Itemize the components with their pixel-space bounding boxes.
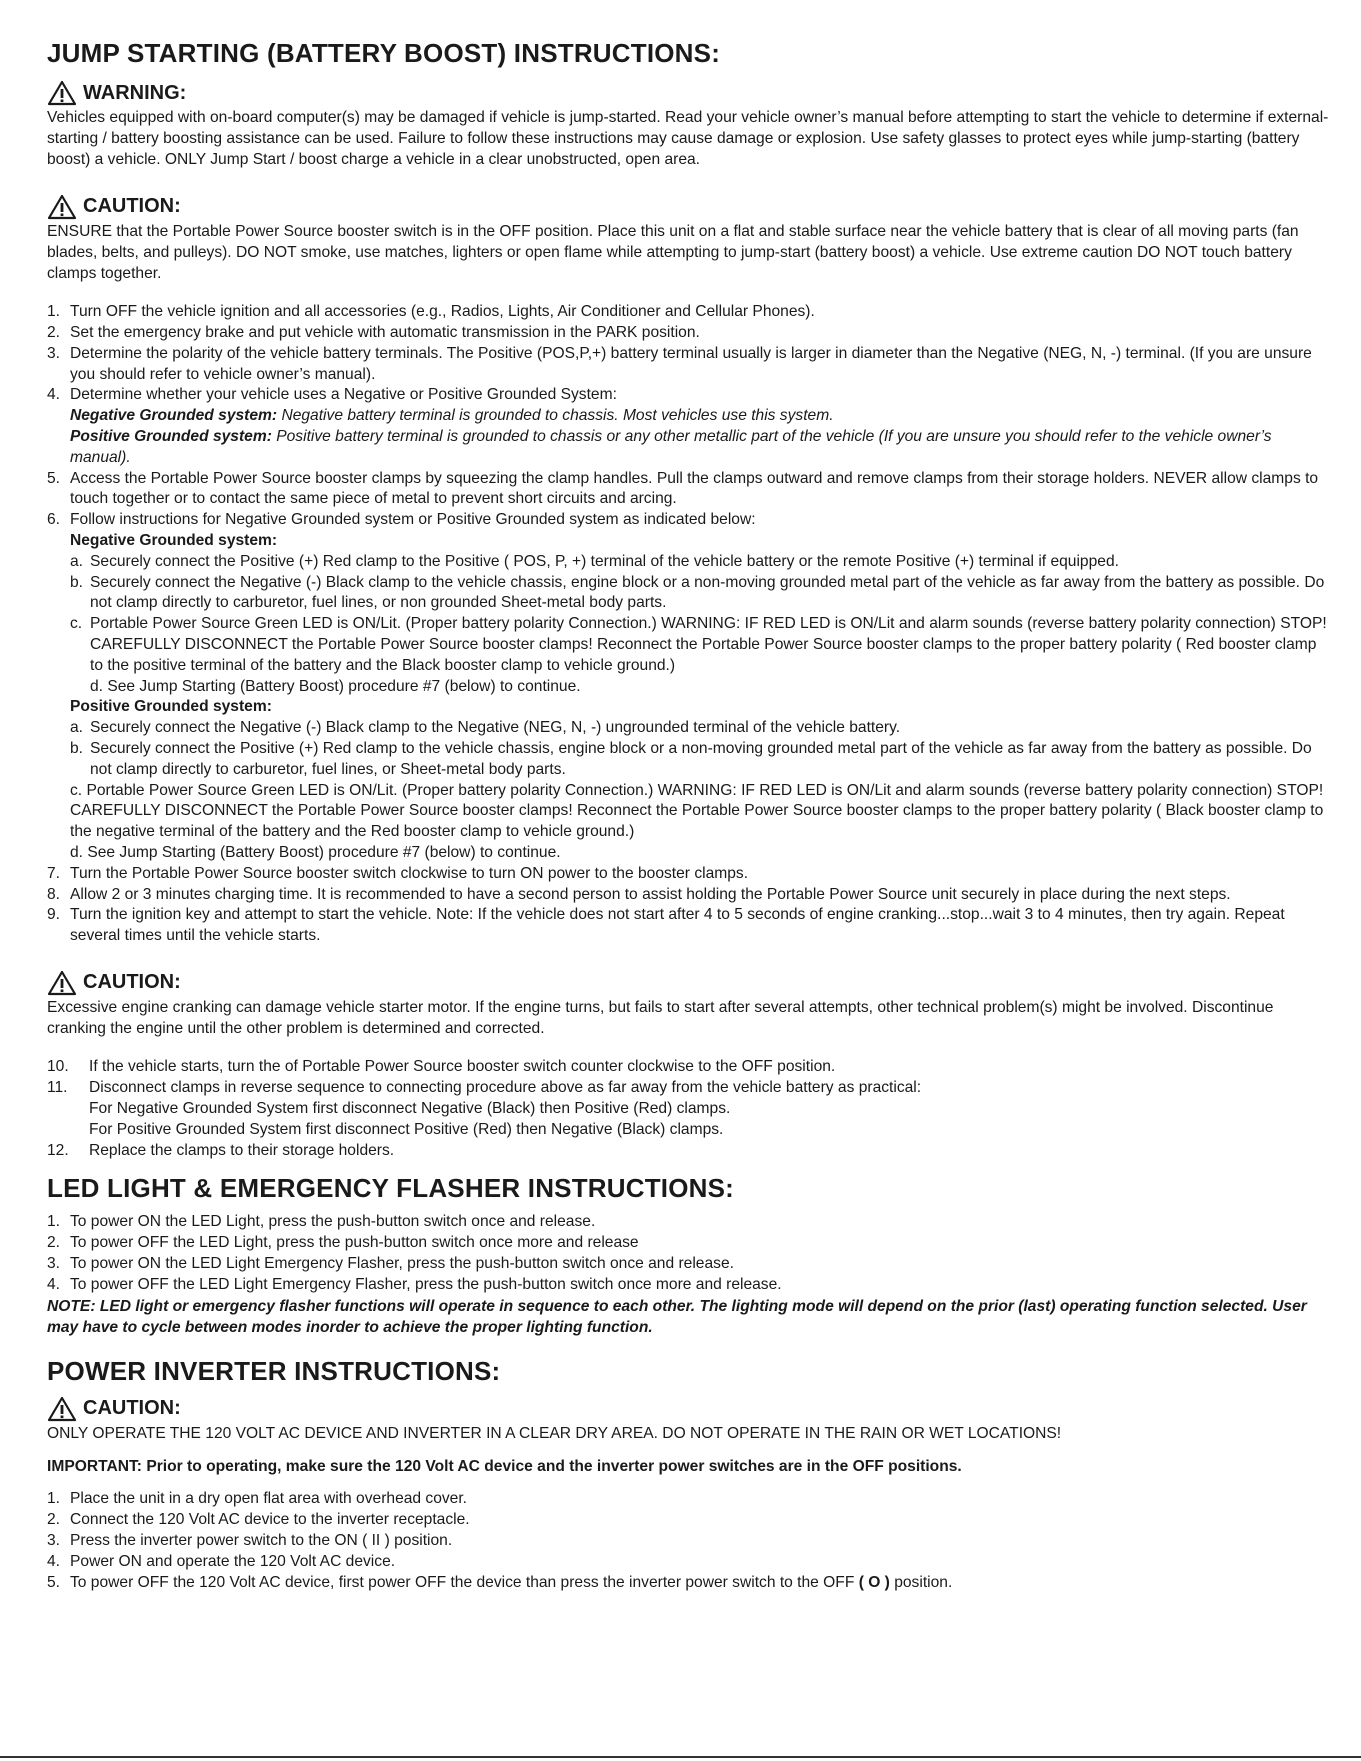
negative-grounded-title: Negative Grounded system: bbox=[70, 531, 278, 549]
jump-steps-list bbox=[47, 302, 1332, 947]
list-item: 3. Determine the polarity of the vehicle battery terminals. The Positive (POS,P,+) battery terminal usually is larger in diameter than the Negative (NEG, N, -) terminal. (If you are unsure you should refer to vehicle owner’s manual). bbox=[47, 344, 1312, 383]
list-item: 1. To power ON the LED Light, press the push-button switch once and release. bbox=[47, 1213, 596, 1231]
positive-grounded-section: Positive Grounded system: a. Securely connect the Negative (-) Black clamp to the Negative (NEG, N, -) ungrounded terminal of the vehicle battery. b. Securely connect the Positive (+) Red clamp to the vehicle chassis, engine block or a non-moving grounded metal part of the vehicle as far away from the battery as possible. Do not clamp directly to carburetor, fuel lines, or Sheet-metal body parts. c. Portable Power Source Green LED is ON/Lit. (Proper battery polarity Connection.) WARNING: IF RED LED is ON/Lit and alarm sounds (reverse battery polarity connection) STOP! CAREFULLY DISCONNECT the Portable Power Source booster clamps! Reconnect the Portable Power Source booster clamps to the proper battery polarity ( Black booster clamp to the negative terminal of the battery and the Red booster clamp to vehicle ground.) d. See Jump Starting (Battery Boost) procedure #7 (below) to continue. bbox=[47, 697, 1332, 863]
list-item: 4. Power ON and operate the 120 Volt AC device. bbox=[47, 1552, 396, 1570]
warning-header bbox=[47, 79, 1332, 107]
caution-text-2: Excessive engine cranking can damage vehicle starter motor. If the engine turns, but fails to start after several attempts, other technical problem(s) might be involved. Discontinue cranking the engine until the other problem is determined and corrected. bbox=[47, 998, 1274, 1038]
warning-triangle-icon bbox=[47, 1396, 77, 1422]
list-item: 1. Place the unit in a dry open flat area with overhead cover. bbox=[47, 1490, 468, 1508]
list-item: 3. Press the inverter power switch to the ON ( II ) position. bbox=[47, 1531, 453, 1549]
warning-label: WARNING: bbox=[83, 81, 187, 104]
led-note: NOTE: LED light or emergency flasher functions will operate in sequence to each other. The lighting mode will depend on the prior (last) operating function selected. User may have to cycle between modes inorder to achieve the proper lighting function. bbox=[47, 1297, 1307, 1336]
caution-label: CAUTION: bbox=[83, 971, 181, 994]
negative-grounded-section: Negative Grounded system: a. Securely connect the Positive (+) Red clamp to the Positive ( POS, P, +) terminal of the vehicle battery or the remote Positive (+) terminal if equipped. b. Securely connect the Negative (-) Black clamp to the vehicle chassis, engine block or a non-moving grounded metal part of the vehicle as far away from the battery as possible. Do not clamp directly to carburetor, fuel lines, or non grounded Sheet-metal body parts. c. Portable Power Source Green LED is ON/Lit. (Proper battery polarity Connection.) WARNING: IF RED LED is ON/Lit and alarm sounds (reverse battery polarity connection) STOP! CAREFULLY DISCONNECT the Portable Power Source booster clamps! Reconnect the Portable Power Source booster clamps to the proper battery polarity ( Red booster clamp to the positive terminal of the battery and the Black booster clamp to vehicle ground.) d. See Jump Starting (Battery Boost) procedure #7 (below) to continue. bbox=[47, 531, 1332, 697]
list-item: 2. To power OFF the LED Light, press the push-button switch once more and release bbox=[47, 1234, 639, 1252]
list-item: 5. Access the Portable Power Source booster clamps by squeezing the clamp handles. Pull the clamps outward and remove clamps from their storage holders. NEVER allow clamps to touch together or to contact the same piece of metal to prevent short circuits and arcing. bbox=[47, 469, 1319, 508]
inverter-caution-text: ONLY OPERATE THE 120 VOLT AC DEVICE AND INVERTER IN A CLEAR DRY AREA. DO NOT OPERATE IN THE RAIN OR WET LOCATIONS! bbox=[47, 1424, 1062, 1442]
inverter-title: POWER INVERTER INSTRUCTIONS: bbox=[47, 1355, 501, 1386]
list-item: 10. If the vehicle starts, turn the of Portable Power Source booster switch counter clockwise to the OFF position. bbox=[47, 1058, 836, 1076]
caution-header-3 bbox=[47, 1395, 1332, 1423]
list-item: 4. Determine whether your vehicle uses a Negative or Positive Grounded System: bbox=[47, 386, 617, 404]
warning-text: Vehicles equipped with on-board computer(s) may be damaged if vehicle is jump-started. Read your vehicle owner’s manual before attempting to start the vehicle to determine if external-starting / battery boosting assistance can be used. Failure to follow these instructions may cause damage or explosion. Use safety glasses to protect eyes while jump-starting (battery boost) a vehicle. ONLY Jump Start / boost charge a vehicle in a clear unobstructed, open area. bbox=[47, 109, 1329, 169]
inverter-important: IMPORTANT: Prior to operating, make sure the 120 Volt AC device and the inverter power switches are in the OFF positions. bbox=[47, 1458, 962, 1476]
positive-grounded-title: Positive Grounded system: bbox=[70, 698, 272, 716]
grounded-definitions: Negative Grounded system: Negative battery terminal is grounded to chassis. Most vehicles use this system. Positive Grounded system: Positive battery terminal is grounded to chassis or any other metallic part of the vehicle (If you are unsure you should refer to the vehicle owner’s manual). bbox=[70, 407, 1272, 466]
list-item: 5. To power OFF the 120 Volt AC device, first power OFF the device than press the inverter power switch to the OFF ( O ) position. bbox=[47, 1573, 953, 1591]
document-page bbox=[47, 38, 1332, 1593]
caution-header-2 bbox=[47, 969, 1332, 997]
caution-label: CAUTION: bbox=[83, 1397, 181, 1420]
caution-text: ENSURE that the Portable Power Source booster switch is in the OFF position. Place this unit on a flat and stable surface near the vehicle battery that is clear of all moving parts (fan blades, belts, and pulleys). DO NOT smoke, use matches, lighters or open flame while attempting to jump-start (battery boost) a vehicle. Use extreme caution DO NOT touch battery clamps together. bbox=[47, 222, 1299, 283]
warning-triangle-icon bbox=[47, 80, 77, 106]
inverter-steps-list bbox=[47, 1489, 1332, 1593]
jump-steps-list-2: 10. If the vehicle starts, turn the of Portable Power Source booster switch counter clockwise to the OFF position. 11. Disconnect clamps in reverse sequence to connecting procedure above as far away from the vehicle battery as practical: For Negative Grounded System first disconnect Negative (Black) then Positive (Red) clamps. For Positive Grounded System first disconnect Positive (Red) then Negative (Black) clamps. 12. Replace the clamps to their storage holders. bbox=[47, 1057, 1332, 1161]
list-item: 8. Allow 2 or 3 minutes charging time. It is recommended to have a second person to assist holding the Portable Power Source unit securely in place during the next steps. bbox=[47, 885, 1231, 903]
list-item: 2. Connect the 120 Volt AC device to the inverter receptacle. bbox=[47, 1511, 470, 1529]
page-bottom-rule bbox=[0, 1756, 1361, 1758]
caution-header bbox=[47, 193, 1332, 221]
list-item: 11. Disconnect clamps in reverse sequence to connecting procedure above as far away from the vehicle battery as practical: bbox=[47, 1079, 922, 1097]
list-item: 2. Set the emergency brake and put vehicle with automatic transmission in the PARK position. bbox=[47, 324, 700, 342]
list-item: 4. To power OFF the LED Light Emergency Flasher, press the push-button switch once more and release. bbox=[47, 1275, 782, 1293]
list-item: 3. To power ON the LED Light Emergency Flasher, press the push-button switch once and release. bbox=[47, 1254, 734, 1272]
caution-label: CAUTION: bbox=[83, 195, 181, 218]
list-item: 12. Replace the clamps to their storage holders. bbox=[47, 1141, 395, 1159]
led-title: LED LIGHT & EMERGENCY FLASHER INSTRUCTIONS: bbox=[47, 1173, 735, 1204]
jump-starting-title: JUMP STARTING (BATTERY BOOST) INSTRUCTIONS: bbox=[47, 38, 721, 68]
list-item: 6. Follow instructions for Negative Grounded system or Positive Grounded system as indicated below: bbox=[47, 511, 756, 529]
warning-triangle-icon bbox=[47, 194, 77, 220]
warning-triangle-icon bbox=[47, 970, 77, 996]
list-item: 7. Turn the Portable Power Source booster switch clockwise to turn ON power to the booster clamps. bbox=[47, 864, 749, 882]
list-item: 1. Turn OFF the vehicle ignition and all accessories (e.g., Radios, Lights, Air Conditioner and Cellular Phones). bbox=[47, 303, 815, 321]
led-steps-list bbox=[47, 1212, 1332, 1295]
list-item: 9. Turn the ignition key and attempt to start the vehicle. Note: If the vehicle does not start after 4 to 5 seconds of engine cranking...stop...wait 3 to 4 minutes, then try again. Repeat several times until the vehicle starts. bbox=[47, 906, 1285, 945]
